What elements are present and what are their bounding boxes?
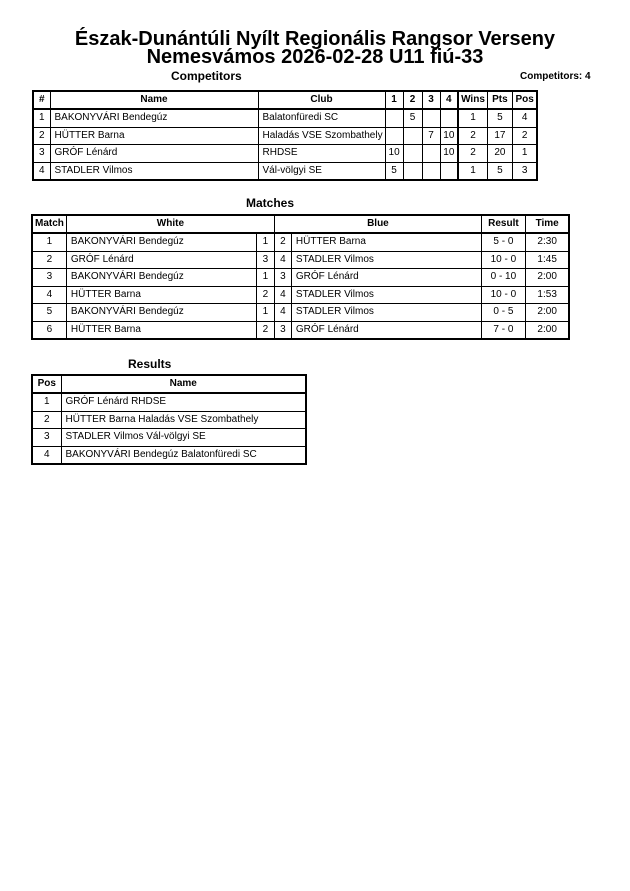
cell-name: STADLER Vilmos bbox=[50, 162, 258, 180]
cell-name: HÜTTER Barna Haladás VSE Szombathely bbox=[61, 411, 306, 429]
cell-name: GRÓF Lénárd RHDSE bbox=[61, 393, 306, 411]
cell-club: Vál-völgyi SE bbox=[258, 162, 385, 180]
cell-time: 2:30 bbox=[525, 233, 569, 251]
cell-white: HÜTTER Barna bbox=[66, 286, 256, 304]
page-title: Észak-Dunántúli Nyílt Regionális Rangsor Verseny bbox=[74, 28, 556, 50]
col-score-3: 3 bbox=[422, 91, 440, 109]
cell-score: 10 bbox=[440, 145, 458, 163]
cell-white: BAKONYVÁRI Bendegúz bbox=[66, 233, 256, 251]
cell-score: 5 bbox=[385, 162, 403, 180]
competitors-header-row bbox=[33, 91, 537, 109]
cell-white-num: 1 bbox=[256, 269, 274, 287]
cell-pos: 3 bbox=[512, 162, 537, 180]
cell-pos: 2 bbox=[512, 127, 537, 145]
cell-match: 5 bbox=[32, 304, 66, 322]
page-subtitle: Nemesvámos 2026-02-28 U11 fiú-33 bbox=[146, 46, 484, 68]
cell-club: RHDSE bbox=[258, 145, 385, 163]
cell-time: 2:00 bbox=[525, 304, 569, 322]
cell-num: 2 bbox=[33, 127, 50, 145]
cell-white: BAKONYVÁRI Bendegúz bbox=[66, 304, 256, 322]
cell-time: 1:45 bbox=[525, 251, 569, 269]
matches-table bbox=[31, 214, 570, 340]
cell-score: 5 bbox=[403, 109, 422, 127]
table-row bbox=[32, 304, 569, 322]
cell-pts: 5 bbox=[487, 109, 512, 127]
col-name: Name bbox=[61, 375, 306, 393]
cell-num: 1 bbox=[33, 109, 50, 127]
cell-score bbox=[385, 109, 403, 127]
cell-pos: 1 bbox=[32, 393, 61, 411]
cell-white: HÜTTER Barna bbox=[66, 321, 256, 339]
results-table bbox=[31, 374, 307, 465]
col-score-4: 4 bbox=[440, 91, 458, 109]
table-row bbox=[33, 127, 537, 145]
cell-blue-num: 4 bbox=[274, 251, 291, 269]
competitors-section-label: Competitors bbox=[171, 69, 242, 83]
cell-name: BAKONYVÁRI Bendegúz Balatonfüredi SC bbox=[61, 446, 306, 464]
cell-score: 10 bbox=[440, 127, 458, 145]
cell-num: 3 bbox=[33, 145, 50, 163]
cell-name: GRÓF Lénárd bbox=[50, 145, 258, 163]
cell-score bbox=[422, 109, 440, 127]
table-row bbox=[32, 411, 306, 429]
col-pts: Pts bbox=[487, 91, 512, 109]
table-row bbox=[32, 269, 569, 287]
table-row bbox=[32, 286, 569, 304]
results-header-row bbox=[32, 375, 306, 393]
cell-match: 6 bbox=[32, 321, 66, 339]
col-blue: Blue bbox=[274, 215, 481, 233]
cell-pts: 5 bbox=[487, 162, 512, 180]
cell-pos: 4 bbox=[32, 446, 61, 464]
cell-score bbox=[422, 162, 440, 180]
cell-score bbox=[403, 127, 422, 145]
cell-pos: 2 bbox=[32, 411, 61, 429]
cell-blue: STADLER Vilmos bbox=[291, 286, 481, 304]
cell-wins: 1 bbox=[458, 162, 487, 180]
cell-score bbox=[422, 145, 440, 163]
col-white: White bbox=[66, 215, 274, 233]
cell-blue: GRÓF Lénárd bbox=[291, 321, 481, 339]
cell-score bbox=[385, 127, 403, 145]
cell-blue-num: 4 bbox=[274, 304, 291, 322]
cell-score: 7 bbox=[422, 127, 440, 145]
cell-score bbox=[403, 162, 422, 180]
cell-result: 10 - 0 bbox=[481, 251, 525, 269]
table-row bbox=[33, 145, 537, 163]
cell-name: BAKONYVÁRI Bendegúz bbox=[50, 109, 258, 127]
col-time: Time bbox=[525, 215, 569, 233]
table-row bbox=[32, 446, 306, 464]
cell-name: HÜTTER Barna bbox=[50, 127, 258, 145]
cell-pts: 17 bbox=[487, 127, 512, 145]
results-section-label: Results bbox=[128, 357, 172, 371]
cell-blue: STADLER Vilmos bbox=[291, 251, 481, 269]
table-row bbox=[33, 109, 537, 127]
cell-score bbox=[403, 145, 422, 163]
cell-wins: 1 bbox=[458, 109, 487, 127]
col-pos: Pos bbox=[32, 375, 61, 393]
cell-blue-num: 2 bbox=[274, 233, 291, 251]
cell-blue: GRÓF Lénárd bbox=[291, 269, 481, 287]
table-row bbox=[32, 233, 569, 251]
cell-time: 2:00 bbox=[525, 269, 569, 287]
cell-pos: 4 bbox=[512, 109, 537, 127]
cell-club: Balatonfüredi SC bbox=[258, 109, 385, 127]
table-row bbox=[32, 251, 569, 269]
table-row bbox=[32, 393, 306, 411]
col-club: Club bbox=[258, 91, 385, 109]
cell-result: 7 - 0 bbox=[481, 321, 525, 339]
matches-header-row bbox=[32, 215, 569, 233]
competitors-table bbox=[32, 90, 538, 181]
cell-white: BAKONYVÁRI Bendegúz bbox=[66, 269, 256, 287]
matches-section-label: Matches bbox=[246, 196, 295, 210]
cell-match: 3 bbox=[32, 269, 66, 287]
cell-time: 1:53 bbox=[525, 286, 569, 304]
cell-result: 10 - 0 bbox=[481, 286, 525, 304]
cell-match: 2 bbox=[32, 251, 66, 269]
col-num: # bbox=[33, 91, 50, 109]
cell-blue-num: 3 bbox=[274, 321, 291, 339]
col-pos: Pos bbox=[512, 91, 537, 109]
cell-white-num: 3 bbox=[256, 251, 274, 269]
cell-num: 4 bbox=[33, 162, 50, 180]
cell-result: 0 - 5 bbox=[481, 304, 525, 322]
cell-match: 4 bbox=[32, 286, 66, 304]
cell-score: 10 bbox=[385, 145, 403, 163]
cell-blue: STADLER Vilmos bbox=[291, 304, 481, 322]
col-wins: Wins bbox=[458, 91, 487, 109]
competitors-count: Competitors: 4 bbox=[520, 71, 591, 82]
cell-blue-num: 4 bbox=[274, 286, 291, 304]
cell-score bbox=[440, 109, 458, 127]
cell-blue-num: 3 bbox=[274, 269, 291, 287]
cell-wins: 2 bbox=[458, 145, 487, 163]
cell-white: GRÓF Lénárd bbox=[66, 251, 256, 269]
cell-time: 2:00 bbox=[525, 321, 569, 339]
cell-club: Haladás VSE Szombathely bbox=[258, 127, 385, 145]
cell-name: STADLER Vilmos Vál-völgyi SE bbox=[61, 429, 306, 447]
cell-blue: HÜTTER Barna bbox=[291, 233, 481, 251]
table-row bbox=[32, 429, 306, 447]
cell-match: 1 bbox=[32, 233, 66, 251]
col-score-1: 1 bbox=[385, 91, 403, 109]
cell-pos: 3 bbox=[32, 429, 61, 447]
cell-wins: 2 bbox=[458, 127, 487, 145]
col-match: Match bbox=[32, 215, 66, 233]
cell-pos: 1 bbox=[512, 145, 537, 163]
col-name: Name bbox=[50, 91, 258, 109]
col-score-2: 2 bbox=[403, 91, 422, 109]
cell-white-num: 2 bbox=[256, 321, 274, 339]
cell-result: 5 - 0 bbox=[481, 233, 525, 251]
col-result: Result bbox=[481, 215, 525, 233]
cell-white-num: 1 bbox=[256, 304, 274, 322]
cell-result: 0 - 10 bbox=[481, 269, 525, 287]
cell-pts: 20 bbox=[487, 145, 512, 163]
cell-score bbox=[440, 162, 458, 180]
table-row bbox=[33, 162, 537, 180]
cell-white-num: 2 bbox=[256, 286, 274, 304]
cell-white-num: 1 bbox=[256, 233, 274, 251]
table-row bbox=[32, 321, 569, 339]
